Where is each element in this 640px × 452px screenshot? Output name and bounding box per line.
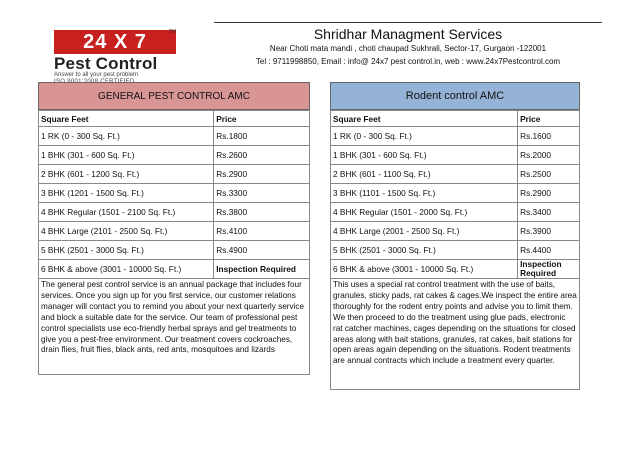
header-divider — [214, 22, 602, 23]
area-cell: 1 RK (0 - 300 Sq. Ft.) — [331, 127, 518, 146]
table-row — [39, 165, 310, 184]
price-cell: Rs.1800 — [214, 127, 310, 146]
price-cell: Rs.4900 — [214, 241, 310, 260]
column-header-price: Price — [518, 111, 580, 127]
area-cell: 4 BHK Regular (1501 - 2000 Sq. Ft.) — [331, 203, 518, 222]
table-row — [331, 203, 580, 222]
company-logo — [54, 30, 176, 86]
general-panel-title: GENERAL PEST CONTROL AMC — [38, 82, 310, 110]
rodent-control-panel — [330, 82, 580, 390]
area-cell: 1 BHK (301 - 600 Sq. Ft.) — [331, 146, 518, 165]
table-row — [331, 241, 580, 260]
general-price-table — [38, 110, 310, 279]
table-row — [331, 146, 580, 165]
column-header-price: Price — [214, 111, 310, 127]
price-cell: Rs.4100 — [214, 222, 310, 241]
general-pest-control-panel — [38, 82, 310, 375]
table-row — [39, 241, 310, 260]
price-cell: Rs.3300 — [214, 184, 310, 203]
table-row — [331, 165, 580, 184]
area-cell: 1 BHK (301 - 600 Sq. Ft.) — [39, 146, 214, 165]
area-cell: 2 BHK (601 - 1100 Sq. Ft.) — [331, 165, 518, 184]
price-cell: Rs.4400 — [518, 241, 580, 260]
rodent-description: This uses a special rat control treatment with the use of baits, granules, sticky pads, rat cakes & cages.We inspect the entire area thoroughly for the rodent entry points and advise you to limit them. We then proceed to do the treatment using glue pads, electronic rat catcher machines, cages depending on the situations for closed areas along with bait stations, granules, rat cakes, bait stations for open areas again depending on the situations. Rodent treatments are annual contracts which include a treatment every quarter. — [330, 279, 580, 390]
area-cell: 6 BHK & above (3001 - 10000 Sq. Ft.) — [39, 260, 214, 279]
area-cell: 3 BHK (1101 - 1500 Sq. Ft.) — [331, 184, 518, 203]
rodent-panel-title: Rodent control AMC — [330, 82, 580, 110]
table-row — [39, 184, 310, 203]
logo-trademark: TM — [168, 29, 176, 35]
logo-name: Pest Control — [54, 54, 158, 73]
table-header-row — [39, 111, 310, 127]
price-cell: Rs.3900 — [518, 222, 580, 241]
area-cell: 1 RK (0 - 300 Sq. Ft.) — [39, 127, 214, 146]
price-cell: Rs.1600 — [518, 127, 580, 146]
table-row — [331, 260, 580, 279]
company-name: Shridhar Managment Services — [313, 26, 503, 42]
area-cell: 5 BHK (2501 - 3000 Sq. Ft.) — [331, 241, 518, 260]
area-cell: 6 BHK & above (3001 - 10000 Sq. Ft.) — [331, 260, 518, 279]
price-cell: Rs.2500 — [518, 165, 580, 184]
area-cell: 3 BHK (1201 - 1500 Sq. Ft.) — [39, 184, 214, 203]
logo-numbers: 24 X 7 — [54, 30, 176, 54]
table-row — [39, 146, 310, 165]
rodent-price-table — [330, 110, 580, 279]
company-contact: Tel : 9711998850, Email : info@ 24x7 pest control.in, web : www.24x7Pestcontrol.com — [255, 57, 561, 66]
company-address: Near Choti mata mandi , choti chaupad Sukhrali, Sector-17, Gurgaon -122001 — [269, 44, 547, 53]
price-cell: Inspection Required — [214, 260, 310, 279]
price-cell: Rs.2600 — [214, 146, 310, 165]
column-header-area: Square Feet — [331, 111, 518, 127]
table-row — [39, 203, 310, 222]
table-row — [39, 260, 310, 279]
price-cell: Inspection Required — [518, 260, 580, 279]
price-cell: Rs.2900 — [518, 184, 580, 203]
price-cell: Rs.3400 — [518, 203, 580, 222]
table-row — [39, 222, 310, 241]
area-cell: 4 BHK Large (2101 - 2500 Sq. Ft.) — [39, 222, 214, 241]
table-row — [331, 184, 580, 203]
area-cell: 5 BHK (2501 - 3000 Sq. Ft.) — [39, 241, 214, 260]
price-cell: Rs.2000 — [518, 146, 580, 165]
price-cell: Rs.3800 — [214, 203, 310, 222]
area-cell: 4 BHK Regular (1501 - 2100 Sq. Ft.) — [39, 203, 214, 222]
price-cell: Rs.2900 — [214, 165, 310, 184]
general-description: The general pest control service is an annual package that includes four services. Once you sign up for you first service, our customer relations manager will contact you to remind you about your next quarterly service and block a suitable date for the service. Our team of professional pest control specialists use eco-friendly herbal sprays and gel treatments to give you a pest-free environment. Our treatment covers cockroaches, drain flies, fruit flies, black ants, red ants, mosquitoes and lizards — [38, 279, 310, 375]
logo-tagline: Answer to all your pest problem — [54, 72, 139, 78]
area-cell: 4 BHK Large (2001 - 2500 Sq. Ft.) — [331, 222, 518, 241]
table-row — [331, 127, 580, 146]
table-row — [39, 127, 310, 146]
table-row — [331, 222, 580, 241]
column-header-area: Square Feet — [39, 111, 214, 127]
area-cell: 2 BHK (601 - 1200 Sq. Ft.) — [39, 165, 214, 184]
table-header-row — [331, 111, 580, 127]
